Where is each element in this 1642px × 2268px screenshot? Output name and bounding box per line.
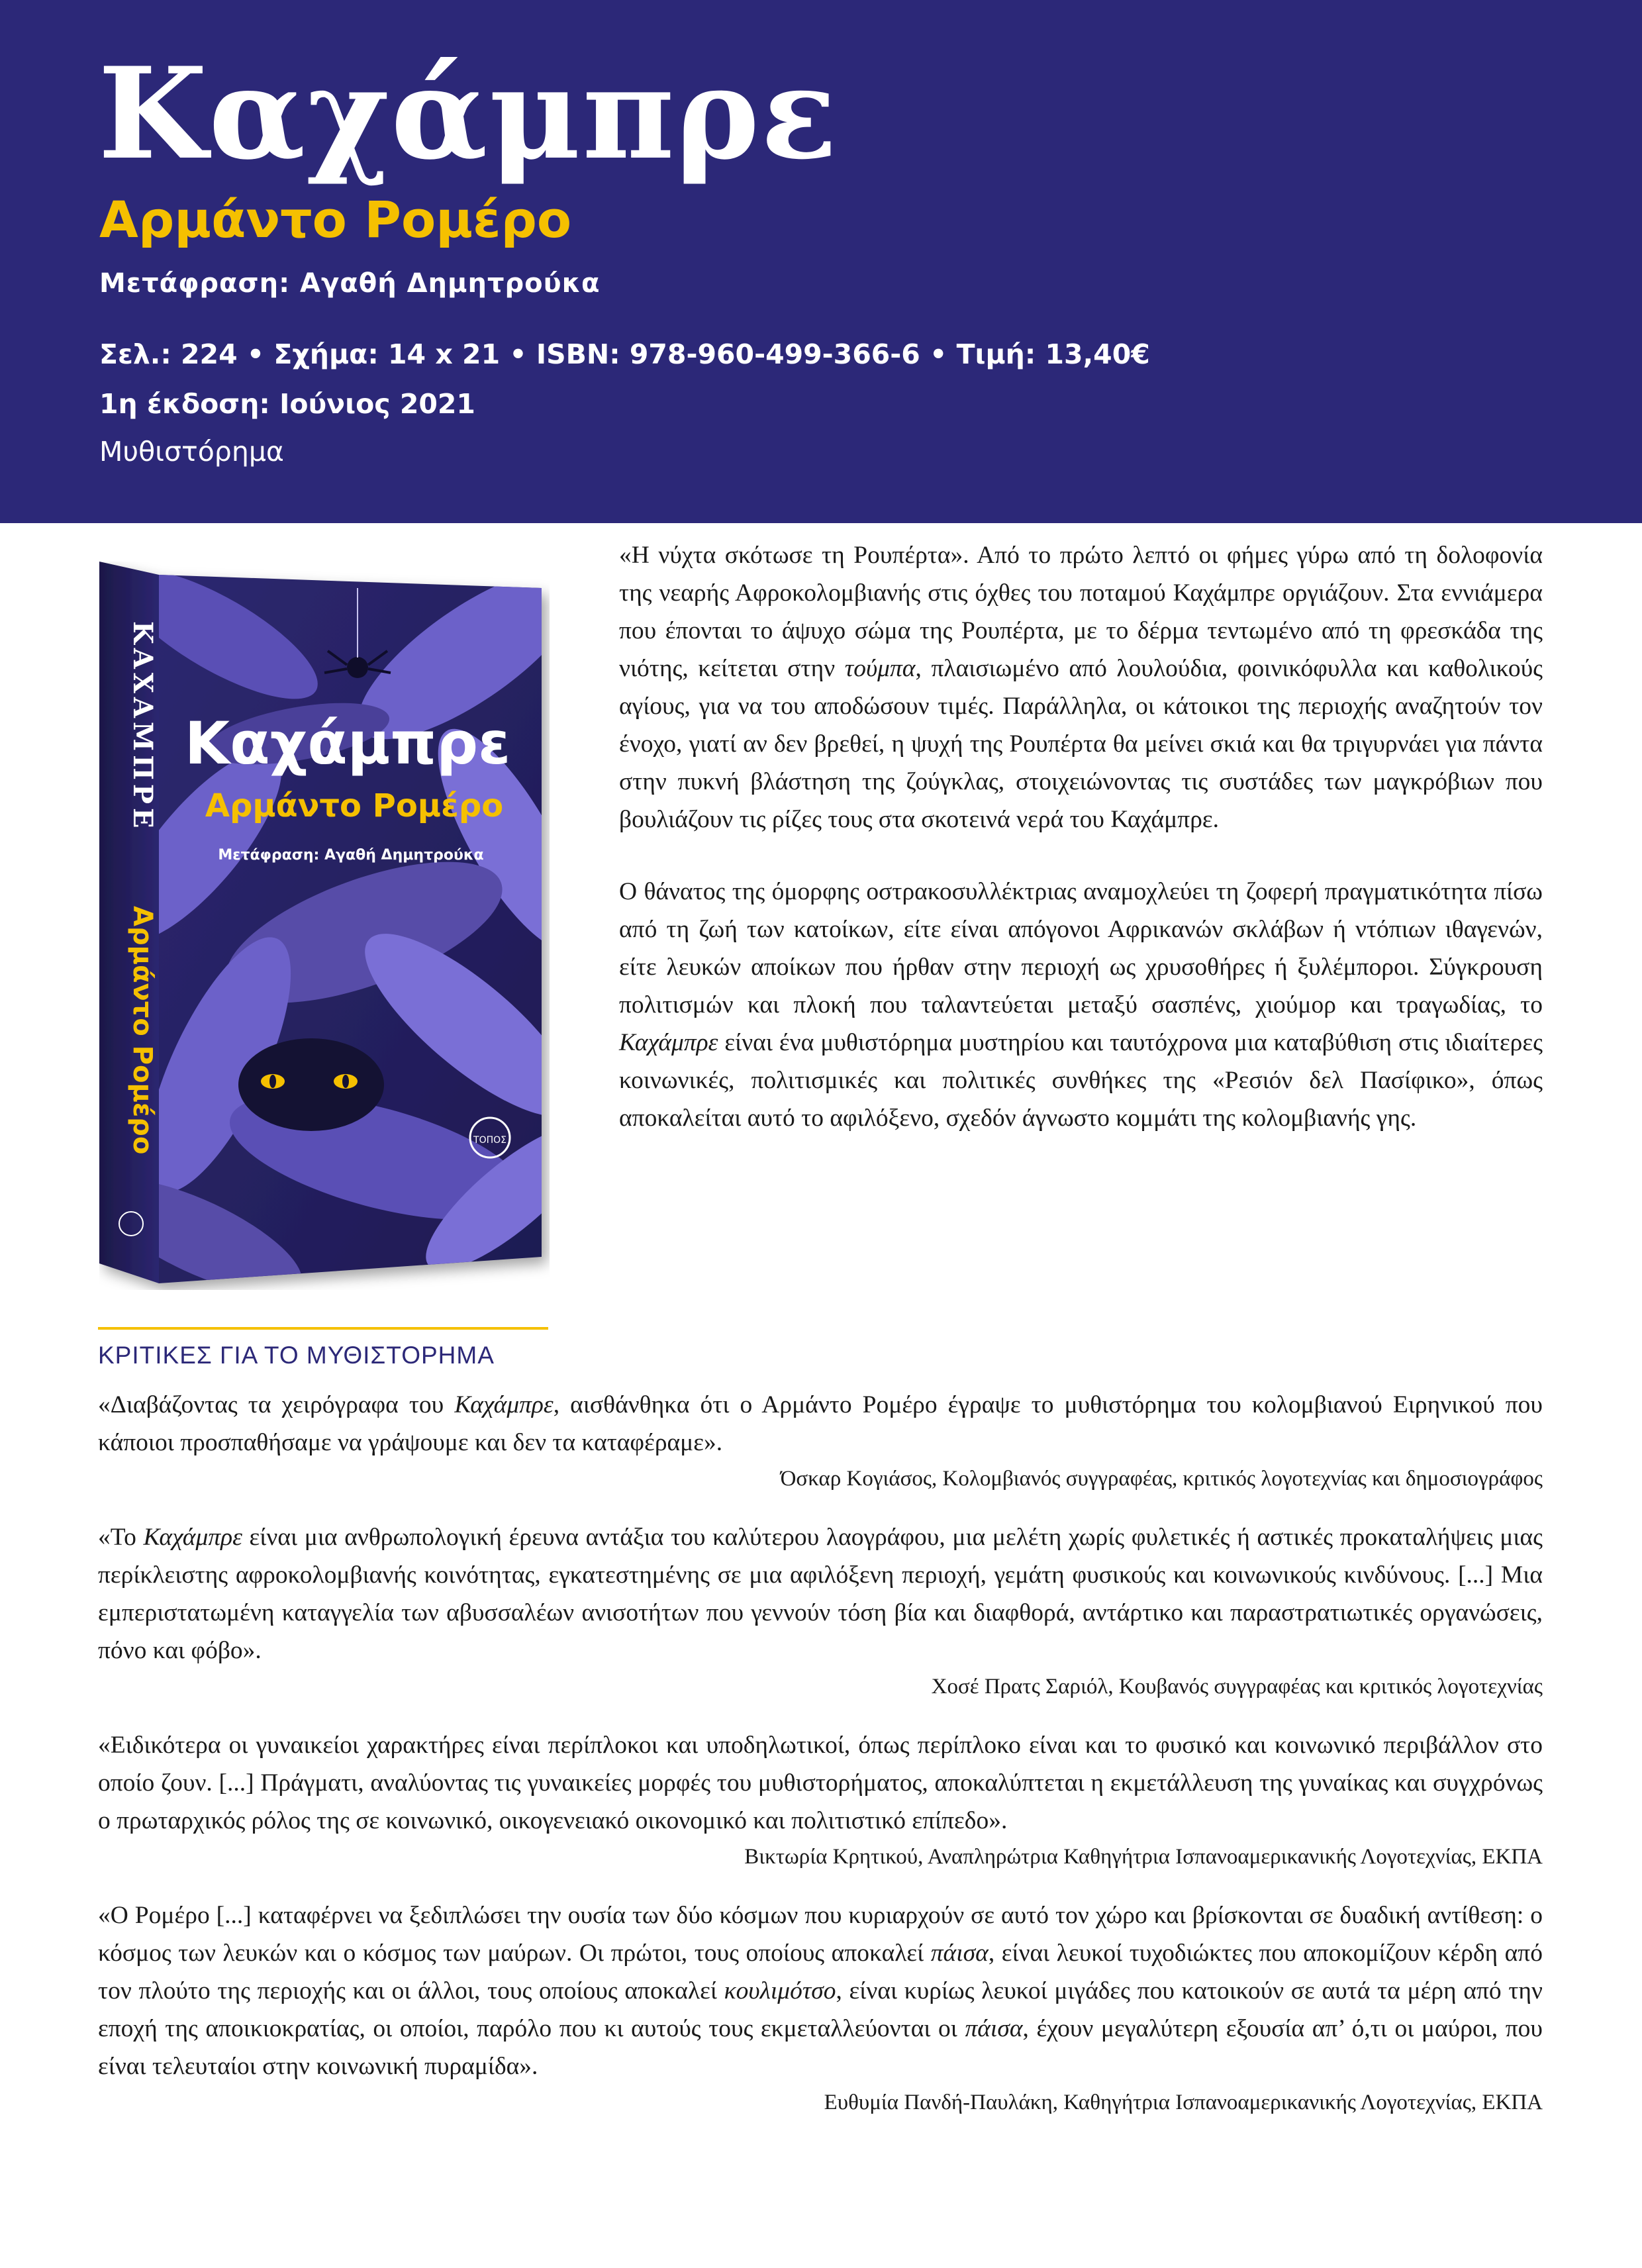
spine-title: ΚΑΧΑΜΠΡΕ (127, 621, 158, 832)
review-credit: Όσκαρ Κογιάσος, Κολομβιανός συγγραφέας, κριτικός λογοτεχνίας και δημοσιογράφος (780, 1467, 1543, 1491)
review-quote: «Το Καχάμπρε είναι μια ανθρωπολογική έρευνα αντάξια του καλύτερου λαογράφου, μια μελέτη χωρίς φυλετικές ή αστικές προκαταλήψεις μιας περίκλειστης αφροκολομβιανής κοινότητας, εγκατεστημένης σε μια αφιλόξενη περιοχή, γεμάτη φυσικούς και κοινωνικούς κινδύνους. [...] Μια εμπεριστατωμένη καταγγελία των αβυσσαλέων ανισοτήτων που γεννούν τόση βία και διαφθορά, αντάρτικο και παραστρατιωτικές οργανώσεις, πόνο και φόβο». (98, 1524, 1543, 1664)
book-title: Καχάμπρε (98, 40, 839, 187)
reviews-divider (98, 1327, 548, 1330)
cover-author: Αρμάντο Ρομέρο (205, 787, 504, 824)
review-credit: Χοσέ Πρατς Σαριόλ, Κουβανός συγγραφέας και κριτικός λογοτεχνίας (931, 1675, 1543, 1699)
book-author: Αρμάντο Ρομέρο (99, 190, 572, 249)
review-credit: Ευθυμία Πανδή-Παυλάκη, Καθηγήτρια Ισπανοαμερικανικής Λογοτεχνίας, ΕΚΠΑ (824, 2091, 1543, 2114)
book-translator: Μετάφραση: Αγαθή Δημητρούκα (99, 268, 601, 299)
review-quote: «Διαβάζοντας τα χειρόγραφα του Καχάμπρε, αισθάνθηκα ότι ο Αρμάντο Ρομέρο έγραψε το μυθιστόρημα του κολομβιανού Ειρηνικού που κάποιοι προσπαθήσαμε να γράψουμε και δεν τα καταφέραμε». (98, 1391, 1543, 1456)
cover-title: Καχάμπρε (184, 709, 511, 777)
synopsis-paragraph-2: Ο θάνατος της όμορφης οστρακοσυλλέκτριας αναμοχλεύει τη ζοφερή πραγματικότητα πίσω από τη ζωή των κατοίκων, είτε είναι απόγονοι Αφρικανών σκλάβων ή ντόπιων ιθαγενών, είτε λευκών αποίκων που ήρθαν στην περιοχή ως χρυσοθήρες ή ξυλέμποροι. Σύγκρουση πολιτισμών και πλοκή που ταλαντεύεται μεταξύ σασπένς, χιούμορ και τραγωδίας, το Καχάμπρε είναι ένα μυθιστόρημα μυστηρίου και ταυτόχρονα μια καταβύθιση στις ιδιαίτερες κοινωνικές, πολιτισμικές και πολιτικές συνθήκες της «Ρεσιόν δελ Πασίφικο», όπως αποκαλείται αυτό το αφιλόξενο, σχεδόν άγνωστο κομμάτι της κολομβιανής γης. (619, 878, 1543, 1132)
cover-translator: Μετάφραση: Αγαθή Δημητρούκα (218, 847, 484, 863)
review-item (98, 1386, 1543, 1496)
book-cover-image (99, 562, 550, 1290)
synopsis (619, 536, 1543, 1171)
review-item (98, 1897, 1543, 2120)
review-quote: «Ο Ρομέρο [...] καταφέρνει να ξεδιπλώσει την ουσία των δύο κόσμων που κυριαρχούν σε αυτό τον χώρο και βρίσκονται σε δυαδική αντίθεση: ο κόσμος των λευκών και ο κόσμος των μαύρων. Οι πρώτοι, τους οποίους αποκαλεί πάισα, είναι λευκοί τυχοδιώκτες που αποκομίζουν κέρδη από τον πλούτο της περιοχής και οι άλλοι, τους οποίους αποκαλεί κουλιμότσο, είναι κυρίως λευκοί μιγάδες που κατοικούν σε αυτά τα μέρη από την εποχή της αποικιοκρατίας, οι οποίοι, παρόλο που κι αυτούς τους εκμεταλλεύονται οι πάισα, έχουν μεγαλύτερη εξουσία απ’ ό,τι οι μαύροι, που είναι τελευταίοι στην κοινωνική πυραμίδα». (98, 1902, 1543, 2080)
book-genre: Μυθιστόρημα (99, 436, 284, 468)
book-specs: Σελ.: 224 • Σχήμα: 14 x 21 • ISBN: 978-960-499-366-6 • Τιμή: 13,40€ (99, 338, 1150, 370)
review-credit: Βικτωρία Κρητικού, Αναπληρώτρια Καθηγήτρια Ισπανοαμερικανικής Λογοτεχνίας, ΕΚΠΑ (744, 1845, 1543, 1869)
synopsis-paragraph-1: «Η νύχτα σκότωσε τη Ρουπέρτα». Από το πρώτο λεπτό οι φήμες γύρω από τη δολοφονία της νεαρής Αφροκολομβιανής στις όχθες του ποταμού Καχάμπρε οργιάζουν. Στα εννιάμερα που έπονται το άψυχο σώμα της Ρουπέρτα, με το δέρμα τεντωμένο από τη φρεσκάδα της νιότης, κείτεται στην τούμπα, πλαισιωμένο από λουλούδια, φοινικόφυλλα και καθολικούς αγίους, για να του αποδώσουν τιμές. Παράλληλα, οι κάτοικοι της περιοχής αναζητούν τον ένοχο, γιατί αν δεν βρεθεί, η ψυχή της Ρουπέρτα θα μείνει σκιά και θα τριγυρνάει για πάντα στην πυκνή βλάστηση της ζούγκλας, στοιχειώνοντας τις συστάδες των μαγκρόβιων που βουλιάζουν τις ρίζες τους στα σκοτεινά νερά του Καχάμπρε. (619, 542, 1543, 833)
header-band (0, 0, 1642, 523)
review-quote: «Ειδικότερα οι γυναικείοι χαρακτήρες είναι περίπλοκοι και υποδηλωτικοί, όπως περίπλοκο είναι και το φυσικό και κοινωνικό περιβάλλον στο οποίο ζουν. [...] Πράγματι, αναλύοντας τις γυναικείες μορφές του μυθιστορήματος, αποκαλύπτεται η εκμετάλλευση της γυναίκας και συγχρόνως ο πρωταρχικός ρόλος της σε κοινωνικό, οικογενειακό οικονομικό και πολιτιστικό επίπεδο». (98, 1732, 1543, 1834)
review-item (98, 1726, 1543, 1874)
spine-author: Αρμάντο Ρομέρο (127, 906, 158, 1155)
book-edition: 1η έκδοση: Ιούνιος 2021 (99, 388, 475, 420)
review-item (98, 1518, 1543, 1704)
reviews-list (98, 1386, 1543, 2142)
publisher-name: ΤΟΠΟΣ (473, 1135, 507, 1146)
reviews-heading: ΚΡΙΤΙΚΕΣ ΓΙΑ ΤΟ ΜΥΘΙΣΤΟΡΗΜΑ (98, 1342, 495, 1369)
